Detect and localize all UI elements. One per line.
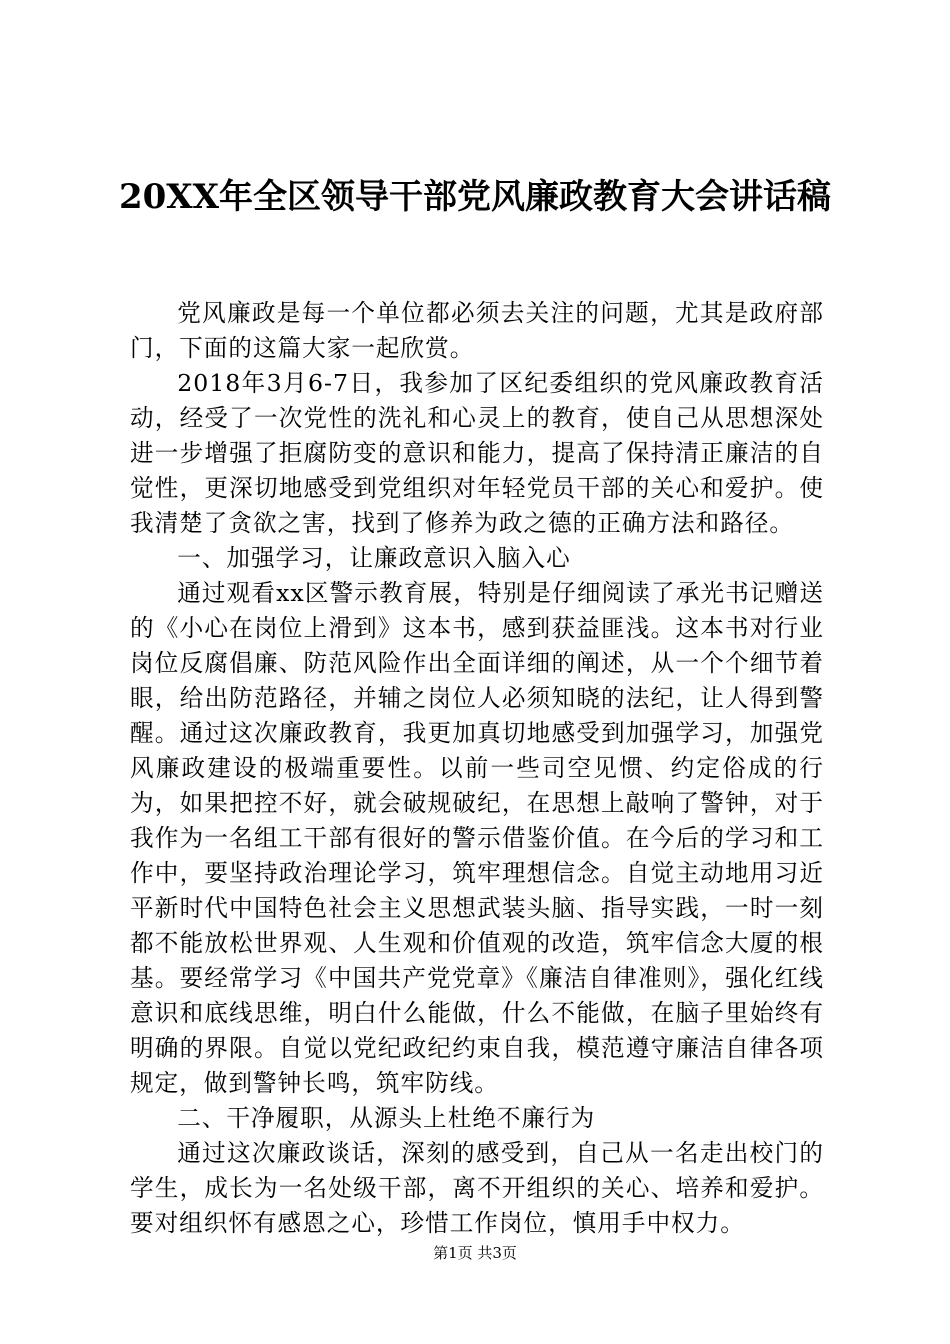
document-title: 20XX年全区领导干部党风廉政教育大会讲话稿 — [118, 177, 832, 217]
document-body — [130, 296, 824, 1241]
section-heading-2: 二、干净履职，从源头上杜绝不廉行为 — [177, 1104, 596, 1132]
paragraph-intro: 党风廉政是每一个单位都必须去关注的问题，尤其是政府部门，下面的这篇大家一起欣赏。 — [130, 299, 824, 362]
page-footer: 第1页 共3页 — [433, 1244, 517, 1262]
section-heading-1: 一、加强学习，让廉政意识入脑入心 — [177, 544, 571, 572]
paragraph-section-2: 通过这次廉政谈话，深刻的感受到，自己从一名走出校门的学生，成长为一名处级干部，离不开组织的关心、培养和爱护。要对组织怀有感恩之心，珍惜工作岗位，慎用手中权力。 — [130, 1139, 824, 1237]
paragraph-section-1: 通过观看xx区警示教育展，特别是仔细阅读了承光书记赠送的《小心在岗位上滑到》这本书，感到获益匪浅。这本书对行业岗位反腐倡廉、防范风险作出全面详细的阐述，从一个个细节着眼，给出防范路径，并辅之岗位人必须知晓的法纪，让人得到警醒。通过这次廉政教育，我更加真切地感受到加强学习，加强党风廉政建设的极端重要性。以前一些司空见惯、约定俗成的行为，如果把控不好，就会破规破纪，在思想上敲响了警钟，对于我作为一名组工干部有很好的警示借鉴价值。在今后的学习和工作中，要坚持政治理论学习，筑牢理想信念。自觉主动地用习近平新时代中国特色社会主义思想武装头脑、指导实践，一时一刻都不能放松世界观、人生观和价值观的改造，筑牢信念大厦的根基。要经常学习《中国共产党党章》《廉洁自律准则》，强化红线意识和底线思维，明白什么能做，什么不能做，在脑子里始终有明确的界限。自觉以党纪政纪约束自我，模范遵守廉洁自律各项规定，做到警钟长鸣，筑牢防线。 — [130, 579, 824, 1097]
paragraph-background: 2018年3月6-7日，我参加了区纪委组织的党风廉政教育活动，经受了一次党性的洗礼和心灵上的教育，使自己从思想深处进一步增强了拒腐防变的意识和能力，提高了保持清正廉洁的自觉性，更深切地感受到党组织对年轻党员干部的关心和爱护。使我清楚了贪欲之害，找到了修养为政之德的正确方法和路径。 — [130, 369, 824, 537]
